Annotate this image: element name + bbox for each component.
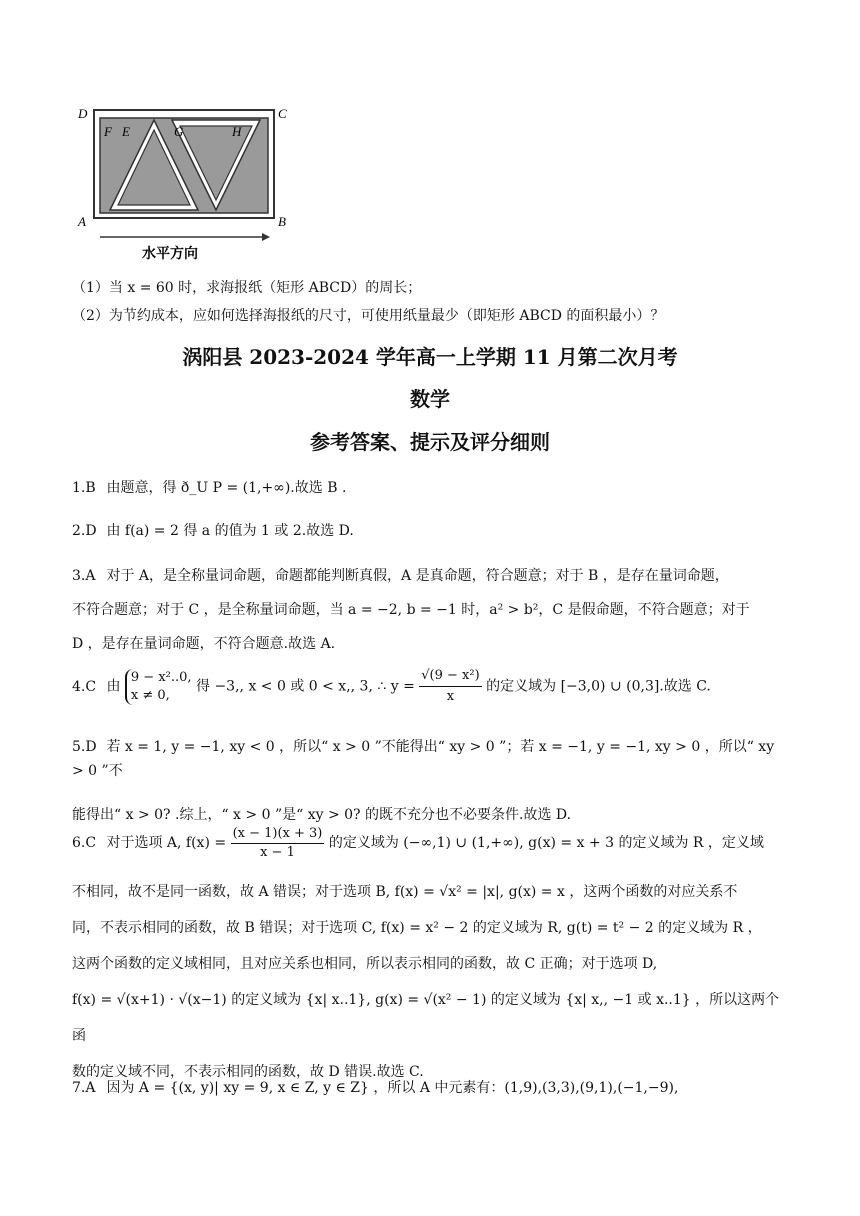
label-f: F	[104, 124, 112, 139]
arrow-head	[262, 233, 270, 241]
exam-title: 涡阳县 2023-2024 学年高一上学期 11 月第二次月考	[182, 345, 678, 369]
question-2: （2）为节约成本，应如何选择海报纸的尺寸，可使用纸量最少（即矩形 ABCD 的面积最小）？	[72, 308, 665, 324]
poster-figure	[72, 98, 302, 268]
answer-line-3: 同，不表示相同的函数，故 B 错误；对于选项 C, f(x) = x² − 2 的定义域为 R, g(t) = t² − 2 的定义域为 R ，	[72, 920, 762, 936]
label-h: H	[232, 124, 242, 139]
answer-text: 由题意，得 ð_U P = (1,+∞).故选 B .	[106, 480, 347, 496]
answer-line-3: D ，是存在量词命题，不符合题意.故选 A.	[72, 636, 336, 652]
answer-number: 6.C	[72, 835, 97, 851]
answer-7	[72, 1078, 786, 1098]
label-a: A	[78, 214, 86, 229]
answer-number: 3.A	[72, 568, 96, 584]
subject-title: 数学	[410, 387, 450, 411]
answer-number: 2.D	[72, 523, 97, 539]
answer-pre: 对于选项 A, f(x) =	[106, 835, 227, 851]
fraction-numerator: (x − 1)(x + 3)	[231, 825, 325, 844]
answer-post: 的定义域为 (−∞,1) ∪ (1,+∞), g(x) = x + 3 的定义域为 R ，定义域	[328, 835, 764, 851]
system-of-conditions	[125, 669, 192, 705]
condition-1: 9 − x²..0,	[130, 669, 192, 685]
answer-4	[72, 666, 786, 707]
label-c: C	[278, 106, 287, 121]
fraction	[231, 825, 325, 862]
answer-post: 的定义域为 [−3,0) ∪ (0,3].故选 C.	[486, 678, 711, 695]
label-g: G	[174, 124, 184, 139]
answer-5	[72, 735, 786, 827]
answer-line-2: 能得出“ x > 0? .综上，“ x > 0 ”是“ xy > 0? 的既不充分也不必要条件.故选 D.	[72, 807, 572, 823]
answer-2	[72, 521, 786, 541]
answer-text: 由 f(a) = 2 得 a 的值为 1 或 2.故选 D.	[106, 523, 354, 539]
answer-1	[72, 478, 786, 498]
answer-6	[72, 820, 786, 1090]
answer-line-6: 数的定义域不同，不表示相同的函数，故 D 错误.故选 C.	[72, 1064, 424, 1080]
answer-mid: 得 −3,, x < 0 或 0 < x,, 3, ∴ y =	[196, 678, 415, 695]
answer-line-4: 这两个函数的定义域相同，且对应关系也相同，所以表示相同的函数，故 C 正确；对于选项 D,	[72, 956, 658, 972]
question-1: （1）当 x = 60 时，求海报纸（矩形 ABCD）的周长；	[72, 280, 422, 296]
label-d: D	[78, 106, 88, 121]
fraction	[419, 666, 481, 707]
answer-line-5: f(x) = √(x+1) · √(x−1) 的定义域为 {x| x..1}, g(x) = √(x² − 1) 的定义域为 {x| x,, −1 或 x..1} ，所以这两个函	[72, 992, 780, 1044]
answer-subtitle: 参考答案、提示及评分细则	[310, 430, 550, 454]
answer-line-2: 不符合题意；对于 C ，是全称量词命题，当 a = −2, b = −1 时，a² > b²，C 是假命题，不符合题意；对于	[72, 602, 750, 618]
answer-3	[72, 559, 786, 661]
condition-2: x ≠ 0,	[130, 687, 170, 703]
fraction-denominator: x	[446, 689, 455, 704]
answer-line-1: 若 x = 1, y = −1, xy < 0 ，所以“ x > 0 ”不能得出“ xy > 0 ”；若 x = −1, y = −1, xy > 0 ，所以“ xy > 0 ”不	[72, 739, 775, 779]
answer-line-2: 不相同，故不是同一函数，故 A 错误；对于选项 B, f(x) = √x² = |x|, g(x) = x ，这两个函数的对应关系不	[72, 884, 738, 900]
answer-number: 4.C	[72, 678, 97, 695]
arrow-label: 水平方向	[142, 246, 198, 262]
answer-text: 因为 A = {(x, y)| xy = 9, x ∈ Z, y ∈ Z} ，所以 A 中元素有：(1,9),(3,3),(9,1),(−1,−9),	[106, 1080, 679, 1096]
label-b: B	[278, 214, 286, 229]
answer-line-1: 对于 A，是全称量词命题，命题都能判断真假，A 是真命题，符合题意；对于 B ，是存在量词命题，	[106, 568, 729, 584]
answer-number: 5.D	[72, 739, 97, 755]
answer-number: 7.A	[72, 1080, 96, 1096]
answer-number: 1.B	[72, 480, 96, 496]
fraction-denominator: x − 1	[260, 844, 295, 860]
label-e: E	[122, 124, 130, 139]
answer-pre: 由	[106, 678, 121, 695]
fraction-numerator: √(9 − x²)	[419, 666, 481, 687]
